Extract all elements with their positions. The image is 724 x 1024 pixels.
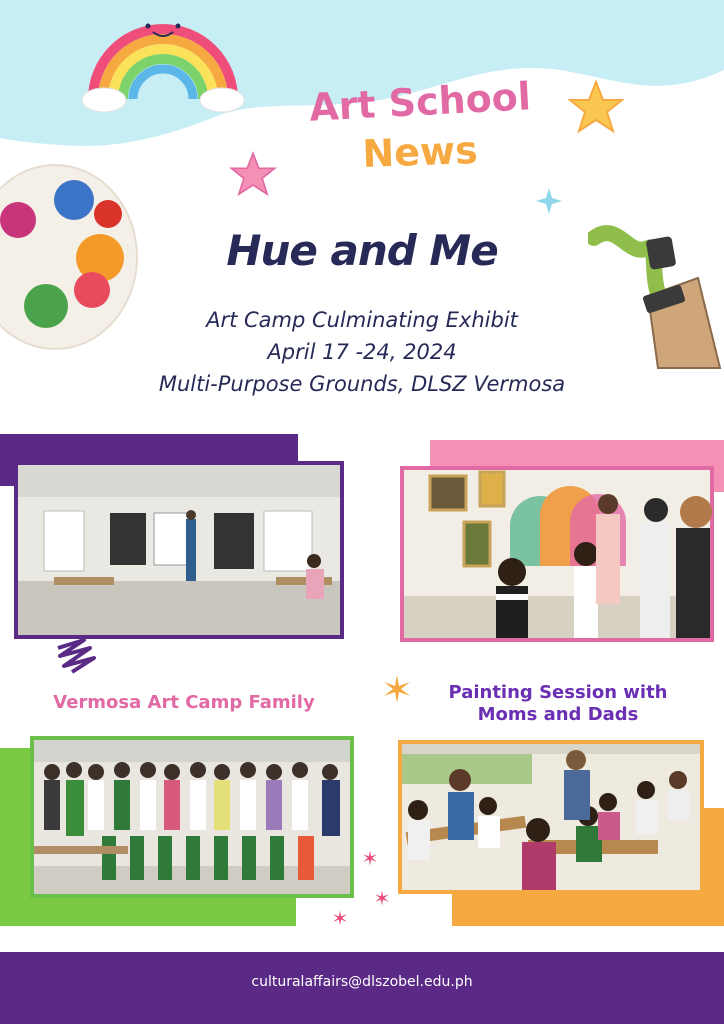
- small-pink-star-icon: [362, 850, 378, 866]
- header-line2: News: [361, 128, 479, 176]
- kids-viewing-art-photo: [400, 466, 714, 642]
- yellow-star-icon: [566, 78, 626, 138]
- event-dates: April 17 -24, 2024: [267, 340, 457, 364]
- pink-star-icon: [228, 150, 278, 200]
- event-subtitle: Art Camp Culminating Exhibit: [206, 308, 518, 332]
- event-title: Hue and Me: [226, 226, 498, 275]
- family-caption: Vermosa Art Camp Family: [53, 692, 315, 713]
- painting-caption-line2: Moms and Dads: [477, 704, 639, 725]
- rainbow-icon: [78, 14, 248, 114]
- group-family-photo: [30, 736, 354, 898]
- small-pink-star-icon-3: [332, 910, 348, 926]
- news-header: [290, 74, 550, 200]
- sparkle-icon: [534, 186, 564, 216]
- scribble-icon: [54, 638, 98, 674]
- footer-bar: [0, 952, 724, 1024]
- small-pink-star-icon-2: [374, 890, 390, 906]
- event-venue: Multi-Purpose Grounds, DLSZ Vermosa: [158, 372, 566, 396]
- exhibit-hall-photo: [14, 461, 344, 639]
- painting-caption-line1: Painting Session with: [448, 682, 668, 703]
- contact-email[interactable]: culturalaffairs@dlszobel.edu.ph: [251, 974, 473, 990]
- painting-session-photo: [398, 740, 704, 894]
- header-line1: Art School: [308, 74, 532, 130]
